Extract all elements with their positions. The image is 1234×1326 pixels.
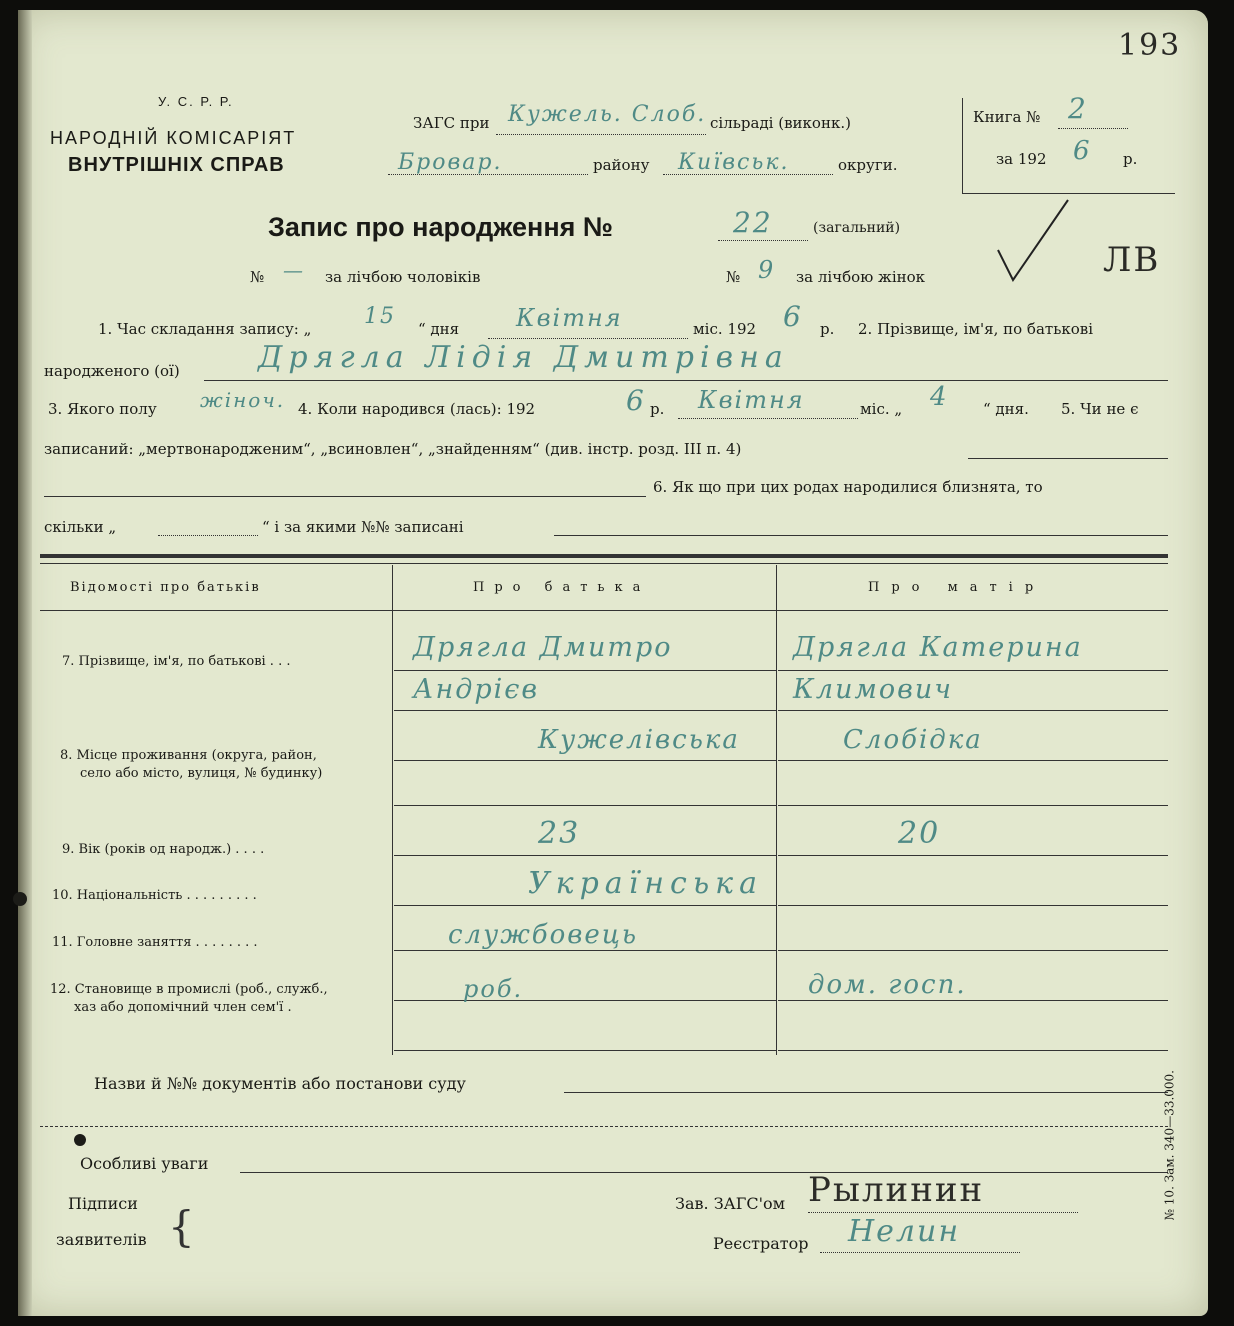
record-number-handwritten: 22 (733, 206, 773, 239)
record-number-underline (718, 240, 808, 241)
printer-mark: № 10. Зам. 340—33.000. (1162, 1070, 1176, 1221)
table-header-rule (40, 610, 1168, 611)
field4-year-handwritten: 6 (626, 384, 646, 417)
registrar-underline (820, 1252, 1020, 1253)
row7-label: 7. Прізвище, ім'я, по батькові . . . (62, 654, 291, 669)
signatures-label-1: Підписи (68, 1194, 138, 1213)
field1-month-handwritten: Квітня (516, 304, 623, 332)
field4-year-suffix: р. (650, 400, 665, 418)
mother-age-handwritten: 20 (898, 816, 941, 851)
female-count-label: за лічбою жінок (796, 268, 926, 286)
zags-council-handwritten: Кужель. Слоб. (508, 102, 707, 127)
field2-label: 2. Прізвище, ім'я, по батькові (858, 320, 1094, 338)
field5-line2: записаний: „мертвонародженим“, „всиновлен“, „знайденням“ (див. інстр. розд. III п. 4) (44, 440, 742, 458)
row12-label-2: хаз або допомічний член сем'ї . (74, 1000, 292, 1015)
field4-month-suffix: міс. „ (860, 400, 903, 418)
row-line (394, 1050, 776, 1051)
father-residence-handwritten: Кужелівська (538, 725, 740, 755)
notes-label: Особливі уваги (80, 1154, 209, 1173)
row9-label: 9. Вік (років од народж.) . . . . (62, 842, 265, 857)
row-line (394, 1000, 776, 1001)
check-mark-icon (993, 195, 1073, 285)
record-title: Запис про народження № (268, 212, 614, 242)
male-count-label: за лічбою чоловіків (325, 268, 481, 286)
col-header-father: Про батька (473, 580, 651, 595)
punch-hole (13, 892, 27, 906)
punch-hole (74, 1134, 86, 1146)
book-number-handwritten: 2 (1068, 92, 1088, 125)
row10-label: 10. Національність . . . . . . . . . (52, 888, 257, 903)
registrar-label: Реєстратор (713, 1234, 809, 1253)
docs-second-line (40, 1126, 1168, 1127)
male-prefix: № (250, 268, 265, 286)
district-handwritten: Бровар. (398, 150, 503, 175)
col-header-mother: Про матір (868, 580, 1046, 595)
row-line (394, 855, 776, 856)
field5-underline (968, 458, 1168, 459)
docs-underline (564, 1092, 1168, 1093)
book-label: Книга № (973, 108, 1041, 126)
father-occupation-handwritten: службовець (448, 920, 639, 950)
row-line (778, 905, 1168, 906)
female-prefix: № (726, 268, 741, 286)
signatures-brace: { (168, 1202, 195, 1251)
row-line (394, 760, 776, 761)
book-year-suffix: р. (1123, 150, 1138, 168)
row-line (778, 1050, 1168, 1051)
corner-mark: ЛВ (1103, 240, 1161, 280)
field2-name-handwritten: Дрягла Лідія Дмитрівна (258, 340, 789, 375)
ministry-line2: ВНУТРІШНІХ СПРАВ (68, 154, 285, 176)
table-divider-1 (392, 565, 393, 1055)
okruha-handwritten: Київськ. (678, 150, 790, 175)
row-line (778, 760, 1168, 761)
okruha-label: округи. (838, 156, 898, 174)
father-status-handwritten: роб. (463, 975, 524, 1003)
zags-council-underline (496, 134, 706, 135)
field1-year-suffix: р. (820, 320, 835, 338)
document-page (18, 10, 1208, 1316)
field1-day-handwritten: 15 (364, 304, 396, 329)
row-line (778, 950, 1168, 951)
field4-month-handwritten: Квітня (698, 386, 805, 414)
field1-month-underline (488, 338, 688, 339)
field1-label: 1. Час складання запису: „ (98, 320, 312, 338)
field6-leading-line (44, 496, 646, 497)
field3-label: 3. Якого полу (48, 400, 157, 418)
binding-edge (18, 10, 32, 1316)
registrar-signature: Нелин (848, 1214, 961, 1249)
field4-day-suffix: “ дня. (983, 400, 1029, 418)
nationality-handwritten: Українська (528, 866, 763, 901)
page-number: 193 (1118, 28, 1182, 63)
field4-label: 4. Коли народився (лась): 192 (298, 400, 536, 418)
table-top-rule (40, 554, 1168, 558)
zags-head-underline (808, 1212, 1078, 1213)
field6-label: 6. Як що при цих родах народилися близнята, то (653, 478, 1043, 496)
col-header-info: Відомості про батьків (70, 580, 261, 595)
signatures-label-2: заявителів (56, 1230, 147, 1249)
field1-year-handwritten: 6 (783, 300, 803, 333)
row-line (394, 805, 776, 806)
mother-status-handwritten: дом. госп. (808, 970, 967, 1000)
row8-label-1: 8. Місце проживання (округа, район, (60, 748, 317, 763)
district-label: району (593, 156, 650, 174)
district-underline (388, 174, 588, 175)
father-name-handwritten: Дрягла Дмитро Андрієв (413, 632, 673, 705)
row12-label-1: 12. Становище в промислі (роб., служб., (50, 982, 328, 997)
field4-month-underline (678, 418, 858, 419)
book-number-underline (1058, 128, 1128, 129)
zags-head-signature: Рылинин (808, 1170, 985, 1210)
field6-count-underline (158, 535, 258, 536)
row-line (394, 905, 776, 906)
docs-label: Назви й №№ документів або постанови суду (94, 1074, 466, 1093)
zags-prefix: ЗАГС при (413, 114, 490, 132)
book-year-handwritten: 6 (1073, 136, 1092, 166)
record-general: (загальний) (813, 220, 901, 236)
father-age-handwritten: 23 (538, 816, 581, 851)
field5-label: 5. Чи не є (1061, 400, 1139, 418)
field1-month-suffix: міс. 192 (693, 320, 757, 338)
notes-underline (240, 1172, 1168, 1173)
field2-underline (204, 380, 1168, 381)
zags-head-label: Зав. ЗАГС'ом (675, 1194, 786, 1213)
okruha-underline (663, 174, 833, 175)
field6-underline (554, 535, 1168, 536)
field1-day-suffix: “ дня (418, 320, 460, 338)
male-count-handwritten: — (283, 258, 305, 282)
zags-council-suffix: сільраді (виконк.) (710, 114, 851, 132)
row8-label-2: село або місто, вулиця, № будинку) (80, 766, 323, 781)
ministry-line1: НАРОДНІЙ КОМІСАРІЯТ (50, 128, 297, 148)
row-line (778, 805, 1168, 806)
row-line (778, 855, 1168, 856)
mother-name-handwritten: Дрягла Катерина Климович (793, 632, 1083, 705)
field6-line2b: “ і за якими №№ записані (262, 518, 464, 536)
row-line (394, 950, 776, 951)
field3-sex-handwritten: жіноч. (200, 388, 286, 412)
table-top-rule-2 (40, 563, 1168, 564)
table-divider-2 (776, 565, 777, 1055)
ussr-header: У. С. Р. Р. (158, 94, 234, 109)
row11-label: 11. Головне заняття . . . . . . . . (52, 935, 258, 950)
field2-line2-label: народженого (ої) (44, 362, 180, 380)
mother-residence-handwritten: Слобідка (843, 725, 983, 755)
field6-line2a: скільки „ (44, 518, 117, 536)
field4-day-handwritten: 4 (930, 382, 949, 412)
row-line (778, 1000, 1168, 1001)
female-count-handwritten: 9 (758, 256, 776, 284)
book-year-prefix: за 192 (996, 150, 1047, 168)
